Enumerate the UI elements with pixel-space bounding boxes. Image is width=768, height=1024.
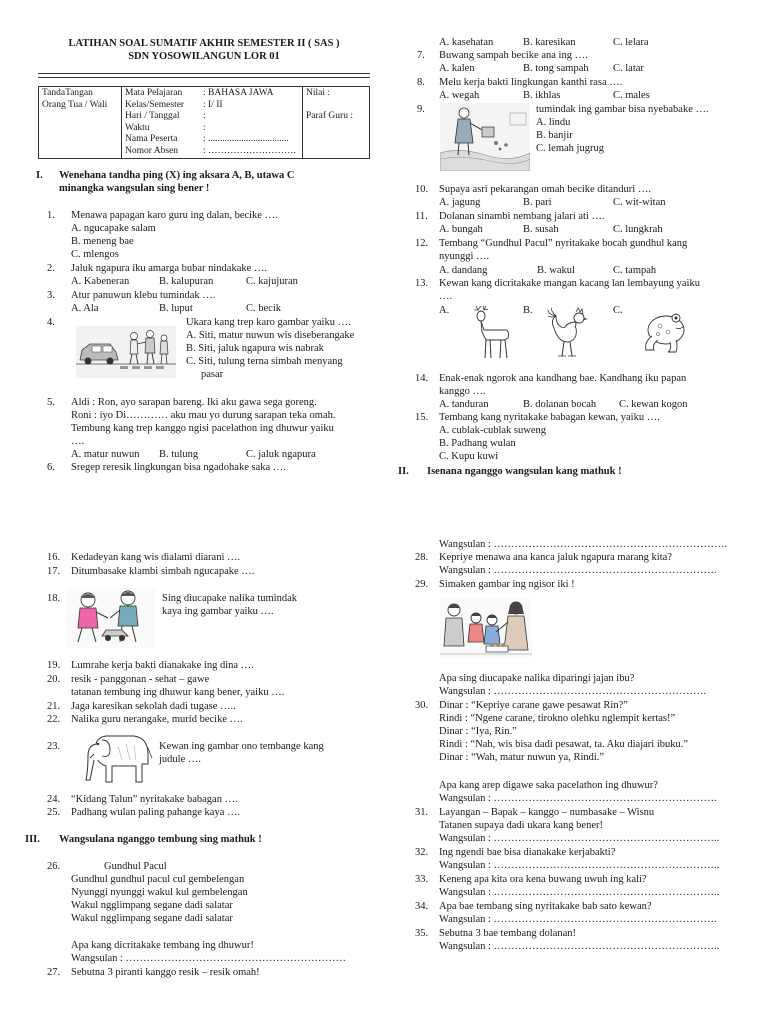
- q14-text: Enak-enak ngorok ana kandhang bae. Kandhang iku papan: [439, 373, 687, 384]
- q8-text: Melu kerja bakti lingkungan kanthi rasa ….: [439, 77, 623, 88]
- q9-option-b[interactable]: B. banjir: [536, 130, 573, 141]
- q27-answer-line[interactable]: Wangsulan : ………………………………………………………….: [439, 539, 728, 550]
- q13-option-a[interactable]: A.: [439, 305, 450, 316]
- absen-label: Nomor Absen: [125, 145, 179, 156]
- q26-lyric-4: Wakul ngglimpang segane dadi salatar: [71, 913, 233, 924]
- q9-text: tumindak ing gambar bisa nyebabake ….: [536, 104, 709, 115]
- q31-answer-line[interactable]: Wangsulan : ………………………………………………………..: [439, 833, 720, 844]
- q6-option-b[interactable]: B. karesikan: [523, 37, 576, 48]
- q12-option-c[interactable]: C. tampah: [613, 265, 657, 276]
- section-1-instruction-2: minangka wangsulan sing bener !: [59, 183, 210, 194]
- q1-option-a[interactable]: A. ngucapake salam: [71, 223, 156, 234]
- crossing-street-illustration: [76, 326, 176, 378]
- q28-number: 28.: [415, 552, 429, 563]
- q15-number: 15.: [415, 412, 429, 423]
- q21-number: 21.: [47, 701, 61, 712]
- q20-number: 20.: [47, 674, 61, 685]
- q5-option-b[interactable]: B. tulung: [159, 449, 199, 460]
- q14-text-cont: kanggo ….: [439, 386, 486, 397]
- q7-option-b[interactable]: B. tong sampah: [523, 63, 589, 74]
- q5-dialog-1: Aldi : Ron, ayo sarapan bareng. Iki aku gawa sega goreng.: [71, 397, 317, 408]
- q2-number: 2.: [47, 263, 55, 274]
- q19-text: Lumrahe kerja bakti dianakake ing dina ….: [71, 660, 254, 671]
- q5-question: Tembung kang trep kanggo ngisi pacelathon ing dhuwur yaiku: [71, 423, 334, 434]
- kelas-label: Kelas/Semester: [125, 99, 185, 110]
- q15-option-a[interactable]: A. cublak-cublak suweng: [439, 425, 547, 436]
- q26-lyric-1: Gundhul gundhul pacul cul gembelengan: [71, 874, 245, 885]
- q20-text: tatanan tembung ing dhuwur kang bener, yaiku ….: [71, 687, 285, 698]
- q35-number: 35.: [415, 928, 429, 939]
- q12-text: Tembang “Gundhul Pacul” nyritakake bocah gundhul kang: [439, 238, 688, 249]
- q8-number: 8.: [417, 77, 425, 88]
- q30-number: 30.: [415, 700, 429, 711]
- absen-value[interactable]: : ……………………….: [203, 145, 296, 156]
- q30-dialog-2: Rindi : “Ngene carane, tirokno olehku nglempit kertas!”: [439, 713, 676, 724]
- q24-text: “Kidang Talun” nyritakake babagan ….: [71, 794, 238, 805]
- q30-answer-line[interactable]: Wangsulan : ……………………………………………………….: [439, 793, 717, 804]
- section-1-instruction-1: Wenehana tandha ping (X) ing aksara A, B, utawa C: [59, 170, 295, 181]
- elephant-icon: [82, 730, 154, 786]
- q22-text: Nalika guru nerangake, murid becike ….: [71, 714, 243, 725]
- children-toy-car-illustration: [66, 588, 156, 648]
- q8-option-b[interactable]: B. ikhlas: [523, 90, 561, 101]
- q3-number: 3.: [47, 290, 55, 301]
- q22-number: 22.: [47, 714, 61, 725]
- q26-lyric-2: Nyunggi nyunggi wakul kul gembelengan: [71, 887, 248, 898]
- q7-number: 7.: [417, 50, 425, 61]
- q11-text: Dolanan sinambi nembang jalari ati ….: [439, 211, 605, 222]
- q35-answer-line[interactable]: Wangsulan : ………………………………………………………..: [439, 941, 720, 952]
- q10-number: 10.: [415, 184, 429, 195]
- q26-question: Apa kang dicritakake tembang ing dhuwur!: [71, 940, 254, 951]
- title-line-2: SDN YOSOWILANGUN LOR 01: [128, 51, 280, 62]
- q1-number: 1.: [47, 210, 55, 221]
- q7-option-c[interactable]: C. latar: [613, 63, 644, 74]
- q30-dialog-3: Dinar : “Iya, Rin.”: [439, 726, 517, 737]
- q11-option-a[interactable]: A. bungah: [439, 224, 483, 235]
- q9-number: 9.: [417, 104, 425, 115]
- q24-number: 24.: [47, 794, 61, 805]
- nama-value[interactable]: : ..................................: [203, 134, 289, 144]
- q23-text: Kewan ing gambar ono tembange kang: [159, 741, 324, 752]
- q13-text: Kewan kang dicritakake mangan kacang lan lembayung yaiku: [439, 278, 700, 289]
- kelas-value: : I/ II: [203, 99, 223, 110]
- waktu-value[interactable]: :: [203, 122, 206, 133]
- hari-label: Hari / Tanggal: [125, 111, 180, 121]
- q30-dialog-4: Rindi : “Nah, wis bisa dadi pesawat, ta. Aku diajari ibuku.”: [439, 739, 689, 750]
- nama-label: Nama Peserta: [125, 134, 178, 144]
- q17-number: 17.: [47, 566, 61, 577]
- q35-text: Sebutna 3 bae tembang dolanan!: [439, 928, 577, 939]
- q7-option-a[interactable]: A. kalen: [439, 63, 475, 74]
- q30-dialog-5: Dinar : “Wah, matur nuwun ya, Rindi.”: [439, 752, 605, 763]
- q4-number: 4.: [47, 317, 55, 328]
- q28-text: Kepriye menawa ana kanca jaluk ngapura marang kita?: [439, 552, 672, 563]
- q10-option-c[interactable]: C. wit-witan: [613, 197, 666, 208]
- q29-question: Apa sing diucapake nalika diparingi jajan ibu?: [439, 673, 635, 684]
- q5-question-cont: ….: [71, 436, 85, 447]
- q31-words: Layangan – Bapak – kanggo – numbasake – Wisnu: [439, 807, 655, 818]
- q11-number: 11.: [415, 211, 428, 222]
- header-rule-top: [38, 73, 370, 74]
- q10-text: Supaya asri pekarangan omah becike ditanduri ….: [439, 184, 651, 195]
- q3-option-a[interactable]: A. Ala: [71, 303, 99, 314]
- q20-words: resik - panggonan - sehat – gawe: [71, 674, 210, 685]
- q34-number: 34.: [415, 901, 429, 912]
- q32-text: Ing ngendi bae bisa dianakake kerjabakti?: [439, 847, 616, 858]
- paraf-label: Paraf Guru :: [306, 111, 353, 121]
- q13-number: 13.: [415, 278, 429, 289]
- q18-number: 18.: [47, 593, 61, 604]
- q1-text: Menawa papagan karo guru ing dalan, becike ….: [71, 210, 278, 221]
- q25-number: 25.: [47, 807, 61, 818]
- q5-number: 5.: [47, 397, 55, 408]
- section-3-instruction: Wangsulana nganggo tembung sing mathuk !: [59, 834, 262, 845]
- q19-number: 19.: [47, 660, 61, 671]
- q13-text-cont: ….: [439, 291, 453, 302]
- q26-number: 26.: [47, 861, 61, 872]
- q7-text: Buwang sampah becike ana ing ….: [439, 50, 588, 61]
- q1-option-c[interactable]: C. mlengos: [71, 249, 119, 260]
- q2-option-a[interactable]: A. Kabeneran: [71, 276, 130, 287]
- waktu-label: Waktu: [125, 122, 150, 133]
- q4-option-a[interactable]: A. Siti, matur nuwun wis diseberangake: [186, 330, 355, 341]
- q10-option-a[interactable]: A. jagung: [439, 197, 481, 208]
- frog-icon: [640, 306, 690, 356]
- q26-song-title: Gundhul Pacul: [104, 861, 167, 872]
- q34-answer-line[interactable]: Wangsulan : ……………………………………………………….: [439, 914, 717, 925]
- q5-option-a[interactable]: A. matur nuwun: [71, 449, 140, 460]
- q26-lyric-3: Wakul ngglimpang segane dadi salatar: [71, 900, 233, 911]
- q5-dialog-2: Roni : iyo Di………… aku mau yo durung sarapan teka omah.: [71, 410, 336, 421]
- q16-text: Kedadeyan kang wis dialami diarani ….: [71, 552, 241, 563]
- section-1-number: I.: [36, 170, 43, 181]
- mapel-label: Mata Pelajaran: [125, 88, 183, 98]
- q11-option-b[interactable]: B. susah: [523, 224, 559, 235]
- q14-number: 14.: [415, 373, 429, 384]
- q34-text: Apa bae tembang sing nyritakake bab sato kewan?: [439, 901, 652, 912]
- q12-text-cont: nyunggi ….: [439, 251, 490, 262]
- q10-option-b[interactable]: B. pari: [523, 197, 552, 208]
- q23-text-cont: judule ….: [159, 754, 201, 765]
- q13-option-c[interactable]: C.: [613, 305, 623, 316]
- q13-option-b[interactable]: B.: [523, 305, 533, 316]
- q33-answer-line[interactable]: Wangsulan : ………………………………………………………..: [439, 887, 720, 898]
- chicken-icon: [546, 306, 592, 362]
- q2-option-b[interactable]: B. kalupuran: [159, 276, 214, 287]
- q9-option-c[interactable]: C. lemah jugrug: [536, 143, 604, 154]
- q12-option-a[interactable]: A. dandang: [439, 265, 488, 276]
- mapel-value: : BAHASA JAWA: [203, 88, 274, 98]
- q14-option-b[interactable]: B. dolanan bocah: [523, 399, 597, 410]
- q5-option-c[interactable]: C. jaluk ngapura: [246, 449, 316, 460]
- ttd-label-1: TandaTangan: [42, 88, 93, 98]
- ttd-label-2: Orang Tua / Wali: [42, 99, 108, 110]
- q12-option-b[interactable]: B. wakul: [537, 265, 575, 276]
- section-2-number: II.: [398, 466, 409, 477]
- q27-number: 27.: [47, 967, 61, 978]
- header-rule-bottom: [38, 77, 370, 78]
- q29-text: Simaken gambar ing ngisor iki !: [439, 579, 575, 590]
- q14-option-a[interactable]: A. tanduran: [439, 399, 489, 410]
- section-3-number: III.: [25, 834, 40, 845]
- q6-number: 6.: [47, 462, 55, 473]
- q4-option-b[interactable]: B. Siti, jaluk ngapura wis nabrak: [186, 343, 324, 354]
- q31-text: Tatanen supaya dadi ukara kang bener!: [439, 820, 603, 831]
- q18-text-cont: kaya ing gambar yaiku ….: [162, 606, 274, 617]
- hari-value[interactable]: :: [203, 111, 206, 121]
- q18-text: Sing diucapake nalika tumindak: [162, 593, 298, 604]
- q29-number: 29.: [415, 579, 429, 590]
- q17-text: Ditumbasake klambi simbah ngucapake ….: [71, 566, 255, 577]
- q6-option-c[interactable]: C. lelara: [613, 37, 649, 48]
- q29-answer-line[interactable]: Wangsulan : …………………………………………………….: [439, 686, 707, 697]
- q33-number: 33.: [415, 874, 429, 885]
- q32-answer-line[interactable]: Wangsulan : ………………………………………………………..: [439, 860, 720, 871]
- q15-text: Tembang kang nyritakake babagan kewan, yaiku ….: [439, 412, 660, 423]
- title-line-1: LATIHAN SOAL SUMATIF AKHIR SEMESTER II ( SAS ): [68, 38, 340, 49]
- q12-number: 12.: [415, 238, 429, 249]
- q26-answer-line[interactable]: Wangsulan : ………………………………………………………: [71, 953, 347, 964]
- section-2-instruction: Isenana nganggo wangsulan kang mathuk !: [427, 466, 622, 477]
- q6-text: Sregep reresik lingkungan bisa ngadohake saka ….: [71, 462, 286, 473]
- q2-option-c[interactable]: C. kajujuran: [246, 276, 298, 287]
- q4-option-c[interactable]: C. Siti, tulung terna simbah menyang: [186, 356, 343, 367]
- q31-number: 31.: [415, 807, 429, 818]
- q9-option-a[interactable]: A. lindu: [536, 117, 571, 128]
- q28-answer-line[interactable]: Wangsulan : ……………………………………………………….: [439, 565, 717, 576]
- q15-option-b[interactable]: B. Padhang wulan: [439, 438, 516, 449]
- nilai-label: Nilai :: [306, 88, 331, 98]
- q23-number: 23.: [47, 741, 61, 752]
- q2-text: Jaluk ngapura iku amarga bubar nindakake ….: [71, 263, 268, 274]
- q11-option-c[interactable]: C. lungkrah: [613, 224, 663, 235]
- q25-text: Padhang wulan paling pahange kaya ….: [71, 807, 241, 818]
- q32-number: 32.: [415, 847, 429, 858]
- q4-text: Ukara kang trep karo gambar yaiku ….: [186, 317, 351, 328]
- q15-option-c[interactable]: C. Kupu kuwi: [439, 451, 499, 462]
- q3-text: Atur panuwun klebu tumindak ….: [71, 290, 216, 301]
- family-sharing-snacks-illustration: [440, 598, 532, 658]
- q27-text: Sebutna 3 piranti kanggo resik – resik omah!: [71, 967, 260, 978]
- q3-option-c[interactable]: C. becik: [246, 303, 281, 314]
- q4-option-c-cont: pasar: [201, 369, 224, 380]
- littering-illustration: [440, 103, 530, 171]
- q1-option-b[interactable]: B. meneng bae: [71, 236, 134, 247]
- q30-dialog-1: Dinar : “Kepriye carane gawe pesawat Rin?”: [439, 700, 628, 711]
- q3-option-b[interactable]: B. luput: [159, 303, 193, 314]
- q8-option-c[interactable]: C. males: [613, 90, 650, 101]
- q21-text: Jaga karesikan sekolah dadi tugase …..: [71, 701, 236, 712]
- q16-number: 16.: [47, 552, 61, 563]
- q14-option-c[interactable]: C. kewan kogon: [619, 399, 688, 410]
- q30-question: Apa kang arep digawe saka pacelathon ing dhuwur?: [439, 780, 658, 791]
- student-info-table: [38, 86, 370, 159]
- q8-option-a[interactable]: A. wegah: [439, 90, 480, 101]
- q33-text: Keneng apa kita ora kena buwang uwuh ing kali?: [439, 874, 647, 885]
- q6-option-a[interactable]: A. kasehatan: [439, 37, 494, 48]
- deer-icon: [468, 306, 514, 360]
